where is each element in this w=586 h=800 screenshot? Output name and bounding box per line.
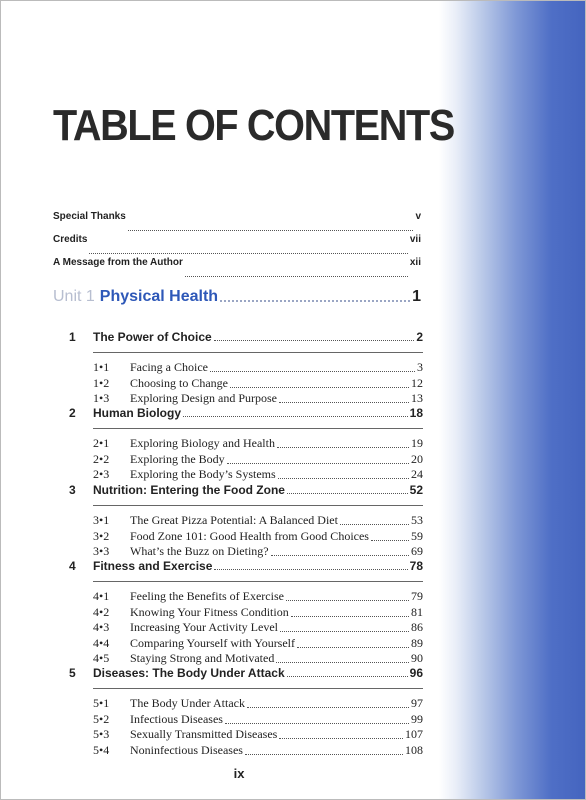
chapter-divider [93, 581, 423, 582]
section-title: Comparing Yourself with Yourself [130, 635, 296, 650]
section-entry [93, 712, 423, 728]
dot-leader [214, 340, 415, 341]
chapter-3 [53, 478, 423, 560]
chapter-heading [53, 401, 423, 425]
front-matter-entry [53, 257, 421, 280]
section-number: 1•3 [93, 391, 110, 405]
dot-leader [210, 371, 415, 372]
section-title: Noninfectious Diseases [130, 742, 243, 757]
section-list [93, 589, 423, 667]
chapter-heading [53, 478, 423, 502]
section-page: 12 [411, 375, 423, 390]
section-page: 53 [411, 513, 423, 527]
section-title: Feeling the Benefits of Exercise [130, 589, 284, 603]
dot-leader [185, 276, 408, 277]
section-number: 4•1 [93, 589, 110, 603]
chapter-divider [93, 352, 423, 353]
section-number: 1•1 [93, 360, 110, 374]
chapter-number: 2 [69, 406, 76, 420]
dot-leader [287, 493, 408, 494]
section-number: 5•3 [93, 727, 110, 741]
section-number: 4•3 [93, 620, 110, 634]
dot-leader [286, 600, 409, 601]
dot-leader [371, 540, 409, 541]
dot-leader [225, 723, 409, 724]
dot-leader [280, 631, 409, 632]
chapter-page: 18 [409, 406, 423, 420]
section-title: Knowing Your Fitness Condition [130, 604, 289, 619]
section-list [93, 696, 423, 758]
section-title: The Great Pizza Potential: A Balanced Diet [130, 513, 338, 527]
dot-leader [220, 300, 410, 302]
dot-leader [183, 416, 408, 417]
section-list [93, 436, 423, 483]
chapter-divider [93, 428, 423, 429]
chapter-heading [53, 554, 423, 578]
unit-label: Unit 1 [53, 288, 95, 305]
chapter-title-row [93, 330, 423, 344]
section-page: 86 [411, 620, 423, 634]
section-title: Infectious Diseases [130, 711, 223, 726]
section-title: Facing a Choice [130, 360, 208, 374]
entry-page: v [415, 211, 421, 222]
section-page: 90 [411, 651, 423, 665]
dot-leader [291, 616, 409, 617]
section-page: 19 [411, 436, 423, 450]
chapter-page: 2 [416, 330, 423, 344]
page-number: ix [233, 766, 245, 781]
chapter-page: 52 [409, 483, 423, 497]
section-number: 2•3 [93, 467, 110, 481]
chapter-5 [53, 661, 423, 758]
section-page: 97 [411, 696, 423, 710]
section-number: 4•5 [93, 651, 110, 665]
front-matter-entry [53, 211, 421, 234]
section-number: 4•4 [93, 635, 110, 650]
section-entry [93, 376, 423, 392]
section-entry [93, 636, 423, 652]
section-entry [93, 605, 423, 621]
section-entry [93, 743, 423, 759]
chapter-divider [93, 505, 423, 506]
dot-leader [277, 447, 409, 448]
chapter-2 [53, 401, 423, 483]
section-page: 24 [411, 467, 423, 481]
section-page: 81 [411, 604, 423, 619]
front-matter-entry [53, 234, 421, 257]
section-page: 107 [405, 727, 423, 741]
chapter-title-row [93, 666, 423, 680]
chapter-4 [53, 554, 423, 667]
dot-leader [247, 707, 409, 708]
dot-leader [128, 230, 414, 231]
chapter-page: 96 [409, 666, 423, 680]
section-number: 1•2 [93, 375, 110, 390]
section-entry [93, 452, 423, 468]
dot-leader [297, 647, 409, 648]
section-list [93, 360, 423, 407]
section-page: 89 [411, 635, 423, 650]
chapter-heading [53, 661, 423, 685]
section-entry [93, 696, 423, 712]
chapter-number: 5 [69, 666, 76, 680]
chapter-number: 1 [69, 330, 76, 344]
dot-leader [227, 463, 409, 464]
section-page: 59 [411, 528, 423, 543]
chapter-divider [93, 688, 423, 689]
section-number: 3•2 [93, 528, 110, 543]
chapter-page: 78 [409, 559, 423, 573]
chapter-title: Nutrition: Entering the Food Zone [93, 483, 285, 497]
section-entry [93, 436, 423, 452]
section-number: 5•1 [93, 696, 110, 710]
section-entry [93, 727, 423, 743]
dot-leader [245, 754, 403, 755]
unit-title: Physical Health [99, 288, 219, 305]
section-number: 2•1 [93, 436, 110, 450]
section-title: Sexually Transmitted Diseases [130, 727, 278, 741]
section-page: 99 [411, 711, 423, 726]
dot-leader [287, 676, 408, 677]
entry-page: vii [409, 234, 421, 245]
section-number: 5•2 [93, 711, 110, 726]
chapter-number: 4 [69, 559, 76, 573]
unit-heading [53, 288, 421, 306]
front-matter-list [53, 211, 421, 280]
chapter-title: Fitness and Exercise [93, 559, 213, 573]
section-page: 3 [417, 360, 423, 374]
section-page: 108 [405, 742, 423, 757]
dot-leader [340, 524, 409, 525]
section-page: 20 [411, 451, 423, 466]
chapter-title: The Power of Choice [93, 330, 212, 344]
dot-leader [89, 253, 407, 254]
unit-title-group [53, 288, 218, 306]
section-page: 79 [411, 589, 423, 603]
section-title: Choosing to Change [130, 375, 228, 390]
section-number: 2•2 [93, 451, 110, 466]
entry-title: A Message from the Author [53, 257, 183, 268]
chapter-number: 3 [69, 483, 76, 497]
section-number: 4•2 [93, 604, 110, 619]
unit-page: 1 [412, 288, 421, 305]
dot-leader [279, 738, 403, 739]
chapter-title-row [93, 406, 423, 420]
section-title: What’s the Buzz on Dieting? [130, 544, 269, 558]
section-number: 3•1 [93, 513, 110, 527]
chapter-title-row [93, 559, 423, 573]
page-title: TABLE OF CONTENTS [53, 101, 454, 150]
chapter-title: Human Biology [93, 406, 182, 420]
section-title: Increasing Your Activity Level [130, 620, 278, 634]
section-title: The Body Under Attack [130, 696, 245, 710]
section-number: 3•3 [93, 544, 110, 558]
section-entry [93, 360, 423, 376]
section-entry [93, 589, 423, 605]
entry-page: xii [409, 257, 421, 268]
chapter-1 [53, 325, 423, 407]
chapter-title: Diseases: The Body Under Attack [93, 666, 285, 680]
section-page: 13 [411, 391, 423, 405]
chapter-title-row [93, 483, 423, 497]
section-title: Exploring Design and Purpose [130, 391, 277, 405]
section-entry [93, 529, 423, 545]
section-title: Exploring the Body [130, 451, 225, 466]
dot-leader [230, 387, 409, 388]
section-title: Exploring Biology and Health [130, 436, 275, 450]
entry-title: Special Thanks [53, 211, 126, 222]
chapter-heading [53, 325, 423, 349]
dot-leader [214, 569, 407, 570]
section-title: Food Zone 101: Good Health from Good Choices [130, 528, 369, 543]
section-number: 5•4 [93, 742, 110, 757]
section-entry [93, 513, 423, 529]
section-page: 69 [411, 544, 423, 558]
section-title: Exploring the Body’s Systems [130, 467, 276, 481]
section-list [93, 513, 423, 560]
section-title: Staying Strong and Motivated [130, 651, 275, 665]
section-entry [93, 620, 423, 636]
entry-title: Credits [53, 234, 88, 245]
